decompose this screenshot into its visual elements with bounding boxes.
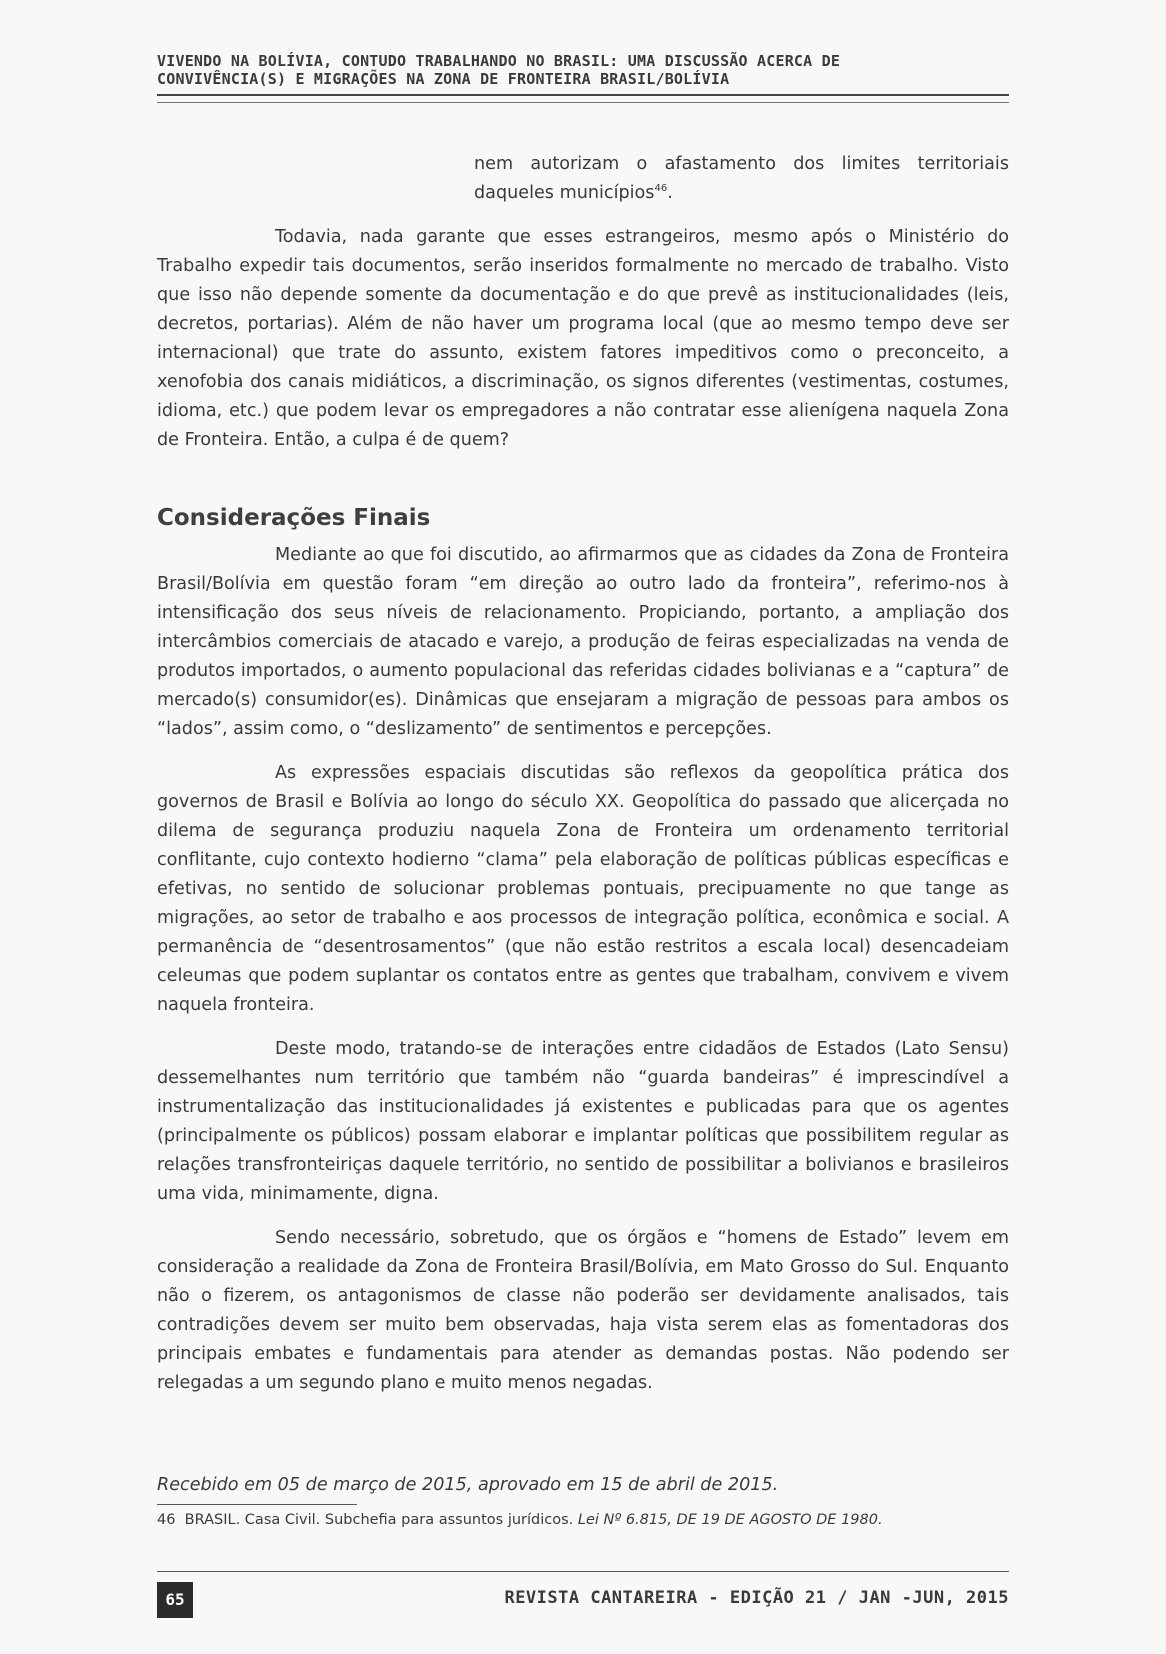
footnote-reference[interactable]: 46 <box>654 183 668 194</box>
journal-title: REVISTA CANTAREIRA - EDIÇÃO 21 / JAN -JUN, 2015 <box>504 1588 1009 1608</box>
paragraph-2: Mediante ao que foi discutido, ao afirmarmos que as cidades da Zona de Fronteira Brasil/Bolívia em questão foram “em direção ao outro lado da fronteira”, referimo-nos à intensificação dos seus níveis de relacionamento. Propiciando, portanto, a ampliação dos intercâmbios comerciais de atacado e varejo, a produção de feiras especializadas na venda de produtos importados, o aumento populacional das referidas cidades bolivianas e a “captura” de mercado(s) consumidor(es). Dinâmicas que ensejaram a migração de pessoas para ambos os “lados”, assim como, o “deslizamento” de sentimentos e percepções. <box>157 545 1009 739</box>
block-quote-text: nem autorizam o afastamento dos limites territoriais daqueles municípios <box>474 154 1009 203</box>
header-rule <box>157 94 1009 103</box>
received-note: Recebido em 05 de março de 2015, aprovado em 15 de abril de 2015. <box>157 1475 779 1495</box>
paragraph-1: Todavia, nada garante que esses estrangeiros, mesmo após o Ministério do Trabalho expedir tais documentos, serão inseridos formalmente no mercado de trabalho. Visto que isso não depende somente da documentação e do que prevê as institucionalidades (leis, decretos, portarias). Além de não haver um programa local (que ao mesmo tempo deve ser internacional) que trate do assunto, existem fatores impeditivos como o preconceito, a xenofobia dos canais midiáticos, a discriminação, os signos diferentes (vestimentas, costumes, idioma, etc.) que podem levar os empregadores a não contratar esse alienígena naquela Zona de Fronteira. Então, a culpa é de quem? <box>157 227 1009 450</box>
paragraph-4: Deste modo, tratando-se de interações entre cidadãos de Estados (Lato Sensu) dessemelhantes num território que também não “guarda bandeiras” é imprescindível a instrumentalização das institucionalidades já existentes e publicadas para que os agentes (principalmente os públicos) possam elaborar e implantar políticas que possibilitem regular as relações transfronteiriças daquele território, no sentido de possibilitar a bolivianos e brasileiros uma vida, minimamente, digna. <box>157 1039 1009 1204</box>
footnote-number: 46 <box>157 1512 176 1528</box>
paragraph-3: As expressões espaciais discutidas são reflexos da geopolítica prática dos governos de Brasil e Bolívia ao longo do século XX. Geopolítica do passado que alicerçada no dilema de segurança produziu naquela Zona de Fronteira um ordenamento territorial conflitante, cujo contexto hodierno “clama” pela elaboração de políticas públicas específicas e efetivas, no sentido de solucionar problemas pontuais, precipuamente no que tange as migrações, ao setor de trabalho e aos processos de integração política, econômica e social. A permanência de “desentrosamentos” (que não estão restritos a escala local) desencadeiam celeumas que podem suplantar os contatos entre as gentes que trabalham, convivem e vivem naquela fronteira. <box>157 763 1009 1015</box>
running-header-line-1: VIVENDO NA BOLÍVIA, CONTUDO TRABALHANDO NO BRASIL: UMA DISCUSSÃO ACERCA DE <box>157 52 841 70</box>
footnote-law-reference: Lei Nº 6.815, DE 19 DE AGOSTO DE 1980. <box>577 1512 883 1528</box>
article-body <box>157 150 1009 1398</box>
block-quote <box>474 150 1009 208</box>
page-number: 65 <box>157 1582 193 1618</box>
paragraph-5: Sendo necessário, sobretudo, que os órgãos e “homens de Estado” levem em consideração a realidade da Zona de Fronteira Brasil/Bolívia, em Mato Grosso do Sul. Enquanto não o fizerem, os antagonismos de classe não poderão ser devidamente analisados, tais contradições devem ser muito bem observadas, haja vista serem elas as fomentadoras dos principais embates e fundamentais para atender as demandas postas. Não podendo ser relegadas a um segundo plano e muito menos negadas. <box>157 1228 1009 1393</box>
footnote <box>157 1509 1009 1531</box>
section-title: Considerações Finais <box>157 505 431 531</box>
footnote-text: BRASIL. Casa Civil. Subchefia para assuntos jurídicos. <box>184 1512 574 1528</box>
footer-rule <box>157 1571 1009 1572</box>
block-quote-end: . <box>667 183 673 203</box>
running-header <box>157 52 1009 88</box>
footnote-rule <box>157 1504 357 1505</box>
running-header-line-2: CONVIVÊNCIA(S) E MIGRAÇÕES NA ZONA DE FRONTEIRA BRASIL/BOLÍVIA <box>157 70 730 88</box>
